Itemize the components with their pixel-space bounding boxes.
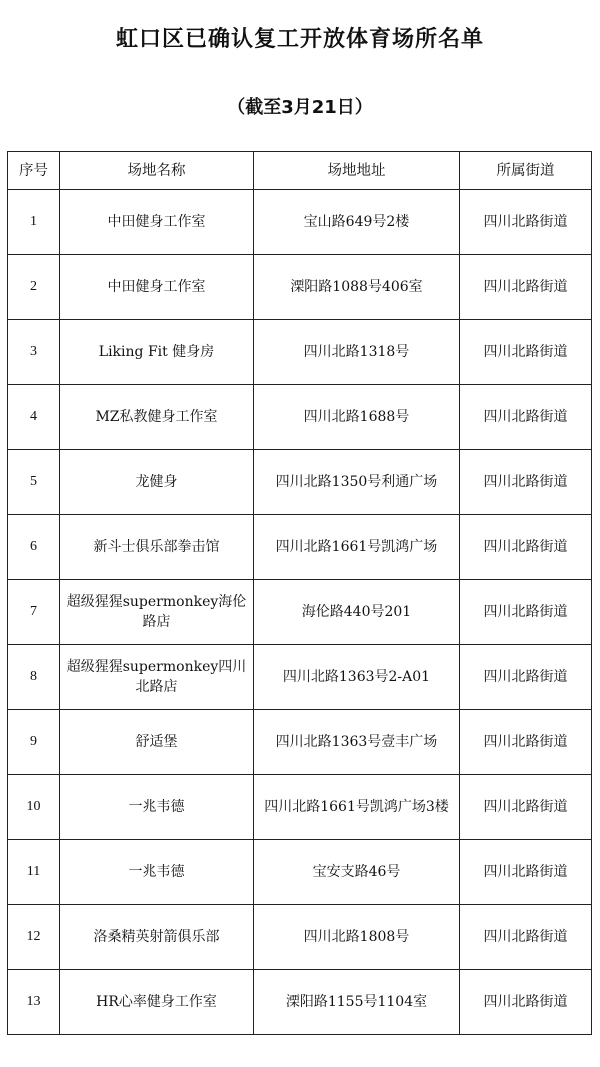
table-row: [8, 385, 592, 450]
venue-address: 四川北路1363号2-A01: [254, 645, 460, 710]
venue-address: 四川北路1363号壹丰广场: [254, 710, 460, 775]
venue-name: 超级猩猩supermonkey海伦路店: [60, 580, 254, 645]
venue-address: 四川北路1688号: [254, 385, 460, 450]
table-row: [8, 450, 592, 515]
venue-address: 溧阳路1088号406室: [254, 255, 460, 320]
venue-table: [7, 151, 592, 1035]
venue-name: HR心率健身工作室: [60, 970, 254, 1035]
street-name: 四川北路街道: [460, 710, 592, 775]
street-name: 四川北路街道: [460, 970, 592, 1035]
street-name: 四川北路街道: [460, 905, 592, 970]
street-name: 四川北路街道: [460, 775, 592, 840]
table-row: [8, 515, 592, 580]
table-row: [8, 710, 592, 775]
table-row: [8, 320, 592, 385]
header-venue-name: 场地名称: [60, 152, 254, 190]
table-row: [8, 190, 592, 255]
table-header-row: [8, 152, 592, 190]
venue-name: 龙健身: [60, 450, 254, 515]
street-name: 四川北路街道: [460, 515, 592, 580]
street-name: 四川北路街道: [460, 645, 592, 710]
row-index: 10: [8, 775, 60, 840]
venue-table-container: [7, 151, 591, 1035]
header-venue-address: 场地地址: [254, 152, 460, 190]
document-subtitle: （截至3月21日）: [227, 97, 373, 118]
street-name: 四川北路街道: [460, 320, 592, 385]
street-name: 四川北路街道: [460, 450, 592, 515]
venue-name: 一兆韦德: [60, 775, 254, 840]
row-index: 12: [8, 905, 60, 970]
venue-address: 四川北路1661号凯鸿广场3楼: [254, 775, 460, 840]
venue-address: 四川北路1661号凯鸿广场: [254, 515, 460, 580]
row-index: 13: [8, 970, 60, 1035]
table-row: [8, 775, 592, 840]
row-index: 2: [8, 255, 60, 320]
table-row: [8, 645, 592, 710]
header-street: 所属街道: [460, 152, 592, 190]
venue-name: Liking Fit 健身房: [60, 320, 254, 385]
venue-address: 四川北路1350号利通广场: [254, 450, 460, 515]
venue-address: 四川北路1318号: [254, 320, 460, 385]
venue-name: 洛桑精英射箭俱乐部: [60, 905, 254, 970]
venue-name: 超级猩猩supermonkey四川北路店: [60, 645, 254, 710]
row-index: 4: [8, 385, 60, 450]
row-index: 8: [8, 645, 60, 710]
row-index: 9: [8, 710, 60, 775]
row-index: 7: [8, 580, 60, 645]
venue-address: 宝安支路46号: [254, 840, 460, 905]
venue-address: 溧阳路1155号1104室: [254, 970, 460, 1035]
venue-name: MZ私教健身工作室: [60, 385, 254, 450]
venue-address: 宝山路649号2楼: [254, 190, 460, 255]
table-row: [8, 840, 592, 905]
venue-address: 四川北路1808号: [254, 905, 460, 970]
table-row: [8, 580, 592, 645]
row-index: 11: [8, 840, 60, 905]
venue-name: 新斗士俱乐部拳击馆: [60, 515, 254, 580]
row-index: 3: [8, 320, 60, 385]
row-index: 1: [8, 190, 60, 255]
venue-name: 舒适堡: [60, 710, 254, 775]
document-title: 虹口区已确认复工开放体育场所名单: [115, 27, 484, 52]
row-index: 5: [8, 450, 60, 515]
venue-address: 海伦路440号201: [254, 580, 460, 645]
header-index: 序号: [8, 152, 60, 190]
venue-name: 中田健身工作室: [60, 255, 254, 320]
street-name: 四川北路街道: [460, 190, 592, 255]
street-name: 四川北路街道: [460, 385, 592, 450]
table-row: [8, 255, 592, 320]
street-name: 四川北路街道: [460, 255, 592, 320]
table-row: [8, 905, 592, 970]
venue-name: 中田健身工作室: [60, 190, 254, 255]
street-name: 四川北路街道: [460, 580, 592, 645]
venue-name: 一兆韦德: [60, 840, 254, 905]
table-row: [8, 970, 592, 1035]
street-name: 四川北路街道: [460, 840, 592, 905]
row-index: 6: [8, 515, 60, 580]
